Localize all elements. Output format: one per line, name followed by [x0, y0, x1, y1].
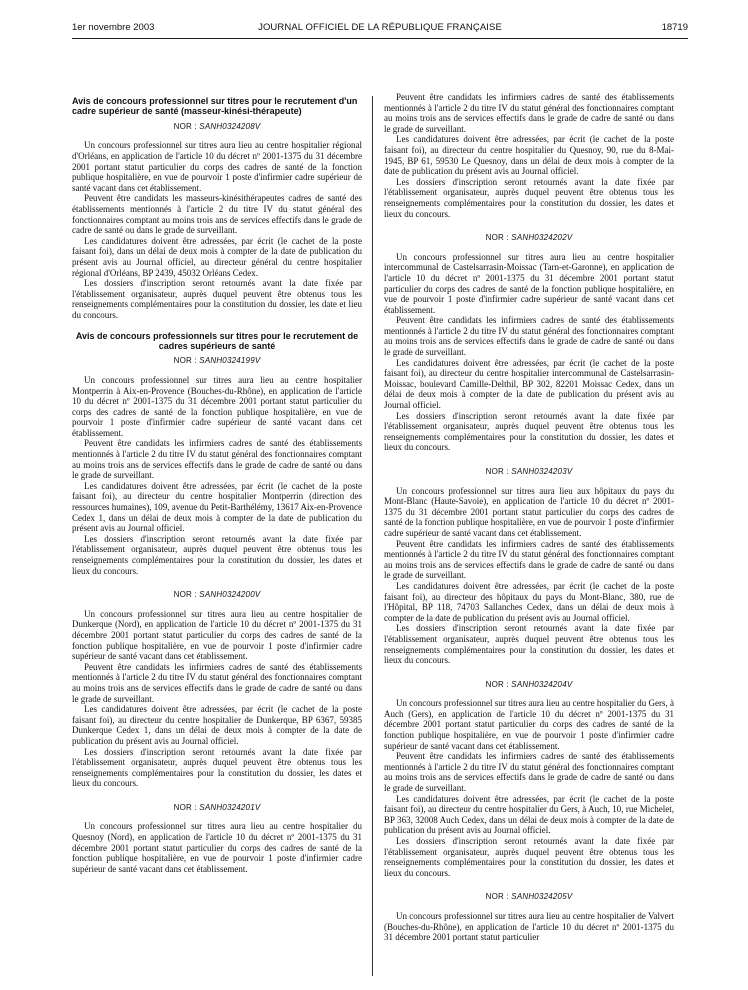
paragraph: Peuvent être candidats les infirmiers cadres de santé des établissements mentionnés à l'article 2 du titre IV du statut général des fonctionnaires comptant au moins trois ans de services effectifs dans le grade de cadre de santé ou dans le grade de surveillant. [384, 538, 674, 581]
header-rule [72, 38, 688, 39]
left-column [72, 96, 362, 874]
paragraph: Un concours professionnel sur titres aura lieu au centre hospitalier de Dunkerque (Nord), en application de l'article 10 du décret nº 2001-1375 du 31 décembre 2001 portant statut particulier du corps des cadres de santé de la fonction publique hospitalière, en vue de pourvoir 1 poste d'infirmier cadre supérieur de santé vacant dans cet établissement. [72, 608, 362, 662]
nor-label: NOR : [485, 892, 509, 902]
spacer [384, 878, 674, 888]
paragraph: Les dossiers d'inscription seront retournés avant la date fixée par l'établissement organisateur, auprès duquel peuvent être obtenus tous les renseignements complémentaires pour la constitution du dossier, les dates et lieux du concours. [384, 176, 674, 219]
paragraph: Peuvent être candidats les infirmiers cadres de santé des établissements mentionnés à l'article 2 du titre IV du statut général des fonctionnaires comptant au moins trois ans de services effectifs dans le grade de cadre de santé ou dans le grade de surveillant. [384, 751, 674, 794]
paragraph: Un concours professionnel sur titres aura lieu aux hôpitaux du pays du Mont-Blanc (Haute-Savoie), en application de l'article 10 du décret nº 2001-1375 du 31 décembre 2001 portant statut particulier du corps des cadres de santé de la fonction publique hospitalière, en vue de pourvoir 1 poste d'infirmier cadre supérieur de santé vacant dans cet établissement. [384, 485, 674, 538]
nor-reference [72, 122, 362, 133]
page-header [72, 22, 688, 36]
nor-label: NOR : [173, 121, 197, 131]
spacer [384, 453, 674, 463]
paragraph: Peuvent être candidats les infirmiers cadres de santé des établissements mentionnés à l'article 2 du titre IV du statut général des fonctionnaires comptant au moins trois ans de services effectifs dans le grade de cadre de santé ou dans le grade de surveillant. [72, 661, 362, 704]
paragraph: Les dossiers d'inscription seront retournés avant la date fixée par l'établissement organisateur, auprès duquel peuvent être obtenus tous les renseignements complémentaires pour la constitution du dossier, les dates et lieux du concours. [384, 410, 674, 453]
paragraph: Les candidatures doivent être adressées, par écrit (le cachet de la poste faisant foi), au directeur des hôpitaux du pays du Mont-Blanc, 380, rue de l'Hôpital, BP 118, 74703 Sallanches Cedex, dans un délai de deux mois à compter de la date de publication du présent avis au Journal officiel. [384, 580, 674, 623]
nor-reference [72, 356, 362, 367]
spacer [72, 576, 362, 586]
nor-reference [384, 680, 674, 691]
nor-code: SANH0324208V [199, 121, 261, 131]
nor-label: NOR : [173, 590, 197, 600]
paragraph: Peuvent être candidats les masseurs-kinésithérapeutes cadres de santé des établissements mentionnés à l'article 2 du titre IV du statut général des fonctionnaires comptant au moins trois ans de services effectifs dans le grade de cadre de santé ou dans le grade de surveillant. [72, 193, 362, 236]
spacer [384, 666, 674, 676]
paragraph: Peuvent être candidats les infirmiers cadres de santé des établissements mentionnés à l'article 2 du titre IV du statut général des fonctionnaires comptant au moins trois ans de services effectifs dans le grade de cadre de santé ou dans le grade de surveillant. [72, 438, 362, 481]
paragraph: Les candidatures doivent être adressées, par écrit (le cachet de la poste faisant foi), au directeur du centre hospitalier du Gers, à Auch, 10, rue Michelet, BP 363, 32008 Auch Cedex, dans un délai de deux mois à compter de la date de publication du présent avis au Journal officiel. [384, 793, 674, 836]
paragraph: Les candidatures doivent être adressées, par écrit (le cachet de la poste faisant foi), dans un délai de deux mois à compter de la date de publication du présent avis au Journal officiel, au directeur général du centre hospitalier régional d'Orléans, BP 2439, 45032 Orléans Cedex. [72, 235, 362, 278]
paragraph: Les dossiers d'inscription seront retournés avant la date fixée par l'établissement organisateur, auprès duquel peuvent être obtenus tous les renseignements complémentaires pour la constitution du dossier, les dates et lieux du concours. [384, 623, 674, 666]
paragraph: Un concours professionnel sur titres aura lieu au centre hospitalier du Quesnoy (Nord), en application de l'article 10 du décret nº 2001-1375 du 31 décembre 2001 portant statut particulier du corps des cadres de santé de la fonction publique hospitalière, en vue de pourvoir 1 poste d'infirmier cadre supérieur de santé vacant dans cet établissement. [72, 821, 362, 874]
nor-label: NOR : [485, 233, 509, 243]
notice-title: Avis de concours professionnels sur titres pour le recrutement de cadres supérieurs de santé [75, 330, 359, 351]
nor-label: NOR : [173, 356, 197, 366]
nor-code: SANH0324200V [199, 590, 261, 600]
nor-code: SANH0324202V [511, 233, 573, 243]
paragraph: Un concours professionnel sur titres aura lieu au centre hospitalier régional d'Orléans, en application de l'article 10 du décret nº 2001-1375 du 31 décembre 2001 portant statut particulier du corps des cadres de santé de la fonction publique hospitalière, en vue de pourvoir 1 poste d'infirmier cadre supérieur de santé vacant dans cet établissement. [72, 140, 362, 193]
paragraph: Peuvent être candidats les infirmiers cadres de santé des établissements mentionnés à l'article 2 du titre IV du statut général des fonctionnaires comptant au moins trois ans de services effectifs dans le grade de cadre de santé ou dans le grade de surveillant. [384, 315, 674, 358]
paragraph: Un concours professionnel sur titres aura lieu au centre hospitalier du Gers, à Auch (Gers), en application de l'article 10 du décret nº 2001-1375 du 31 décembre 2001 portant statut particulier du corps des cadres de santé de la fonction publique hospitalière, en vue de pourvoir 1 poste d'infirmier cadre supérieur de santé vacant dans cet établissement. [384, 698, 674, 751]
nor-reference [384, 892, 674, 903]
nor-label: NOR : [173, 802, 197, 812]
paragraph: Un concours professionnel sur titres aura lieu au centre hospitalier intercommunal de Castelsarrasin-Moissac (Tarn-et-Garonne), en application de l'article 10 du décret nº 2001-1375 du 31 décembre 2001 portant statut particulier du corps des cadres de santé de la fonction publique hospitalière, en vue de pourvoir 1 poste d'infirmier cadre supérieur de santé vacant dans cet établissement. [384, 251, 674, 315]
nor-code: SANH0324203V [511, 467, 573, 476]
paragraph: Les dossiers d'inscription seront retournés avant la date fixée par l'établissement organisateur, auprès duquel peuvent être obtenus tous les renseignements complémentaires pour la constitution du dossier, les dates et lieux du concours. [384, 836, 674, 878]
nor-code: SANH0324204V [511, 679, 573, 689]
header-journal-title: JOURNAL OFFICIEL DE LA RÉPUBLIQUE FRANÇAISE [258, 22, 502, 33]
nor-reference [384, 233, 674, 244]
nor-code: SANH0324205V [511, 892, 573, 902]
nor-reference [72, 590, 362, 601]
nor-label: NOR : [485, 467, 509, 476]
nor-label: NOR : [485, 679, 509, 689]
nor-code: SANH0324201V [199, 802, 261, 812]
paragraph: Les candidatures doivent être adressées, par écrit (le cachet de la poste faisant foi), au directeur du centre hospitalier de Dunkerque, BP 6367, 59385 Dunkerque Cedex 1, dans un délai de deux mois à compter de la date de publication du présent avis au Journal officiel. [72, 704, 362, 746]
paragraph: Les dossiers d'inscription seront retournés avant la date fixée par l'établissement organisateur, auprès duquel peuvent être obtenus tous les renseignements complémentaires pour la constitution du dossier, les dates et lieux du concours. [72, 746, 362, 789]
nor-reference [384, 467, 674, 478]
paragraph: Les dossiers d'inscription seront retournés avant la date fixée par l'établissement organisateur, auprès duquel peuvent être obtenus tous les renseignements complémentaires pour la constitution du dossier, les date et lieu du concours. [72, 278, 362, 320]
nor-code: SANH0324199V [199, 356, 261, 366]
header-date: 1er novembre 2003 [72, 22, 155, 33]
paragraph: Un concours professionnel sur titres aura lieu au centre hospitalier Montperrin à Aix-en-Provence (Bouches-du-Rhône), en application de l'article 10 du décret nº 2001-1375 du 31 décembre 2001 portant statut particulier du corps des cadres de santé de la fonction publique hospitalière, en vue de pourvoir 1 poste d'infirmier cadre supérieur de santé vacant dans cet établissement. [72, 374, 362, 438]
nor-reference [72, 803, 362, 814]
notice-title: Avis de concours professionnel sur titres pour le recrutement d'un cadre supérieur de santé (masseur-kinési-thérapeute) [72, 96, 358, 117]
spacer [384, 219, 674, 229]
paragraph: Les dossiers d'inscription seront retournés avant la date fixée par l'établissement organisateur, auprès duquel peuvent être obtenus tous les renseignements complémentaires pour la constitution du dossier, les dates et lieux du concours. [72, 533, 362, 576]
header-page-number: 18719 [661, 22, 688, 33]
spacer [72, 789, 362, 799]
paragraph: Les candidatures doivent être adressées, par écrit (le cachet de la poste faisant foi), au directeur du centre hospitalier du Quesnoy, 90, rue du 8-Mai-1945, BP 61, 59530 Le Quesnoy, dans un délai de deux mois à compter de la date de publication du présent avis au Journal officiel. [384, 134, 674, 177]
paragraph: Les candidatures doivent être adressées, par écrit (le cachet de la poste faisant foi), au directeur du centre hospitalier Montperrin (direction des ressources humaines), 109, avenue du Petit-Barthélémy, 13617 Aix-en-Provence Cedex 1, dans un délai de deux mois à compter de la date de publication du présent avis au Journal officiel. [72, 480, 362, 534]
column-divider [372, 96, 373, 976]
paragraph: Peuvent être candidats les infirmiers cadres de santé des établissements mentionnés à l'article 2 du titre IV du statut général des fonctionnaires comptant au moins trois ans de services effectifs dans le grade de cadre de santé ou dans le grade de surveillant. [384, 92, 674, 134]
paragraph: Les candidatures doivent être adressées, par écrit (le cachet de la poste faisant foi), au directeur du centre hospitalier intercommunal de Castelsarrasin-Moissac, boulevard Camille-Delthil, BP 302, 82201 Moissac Cedex, dans un délai de deux mois à compter de la date de publication du présent avis au Journal officiel. [384, 357, 674, 411]
paragraph: Un concours professionnel sur titres aura lieu au centre hospitalier de Valvert (Bouches-du-Rhône), en application de l'article 10 du décret nº 2001-1375 du 31 décembre 2001 portant statut particulier [384, 910, 674, 943]
right-column [384, 92, 674, 943]
